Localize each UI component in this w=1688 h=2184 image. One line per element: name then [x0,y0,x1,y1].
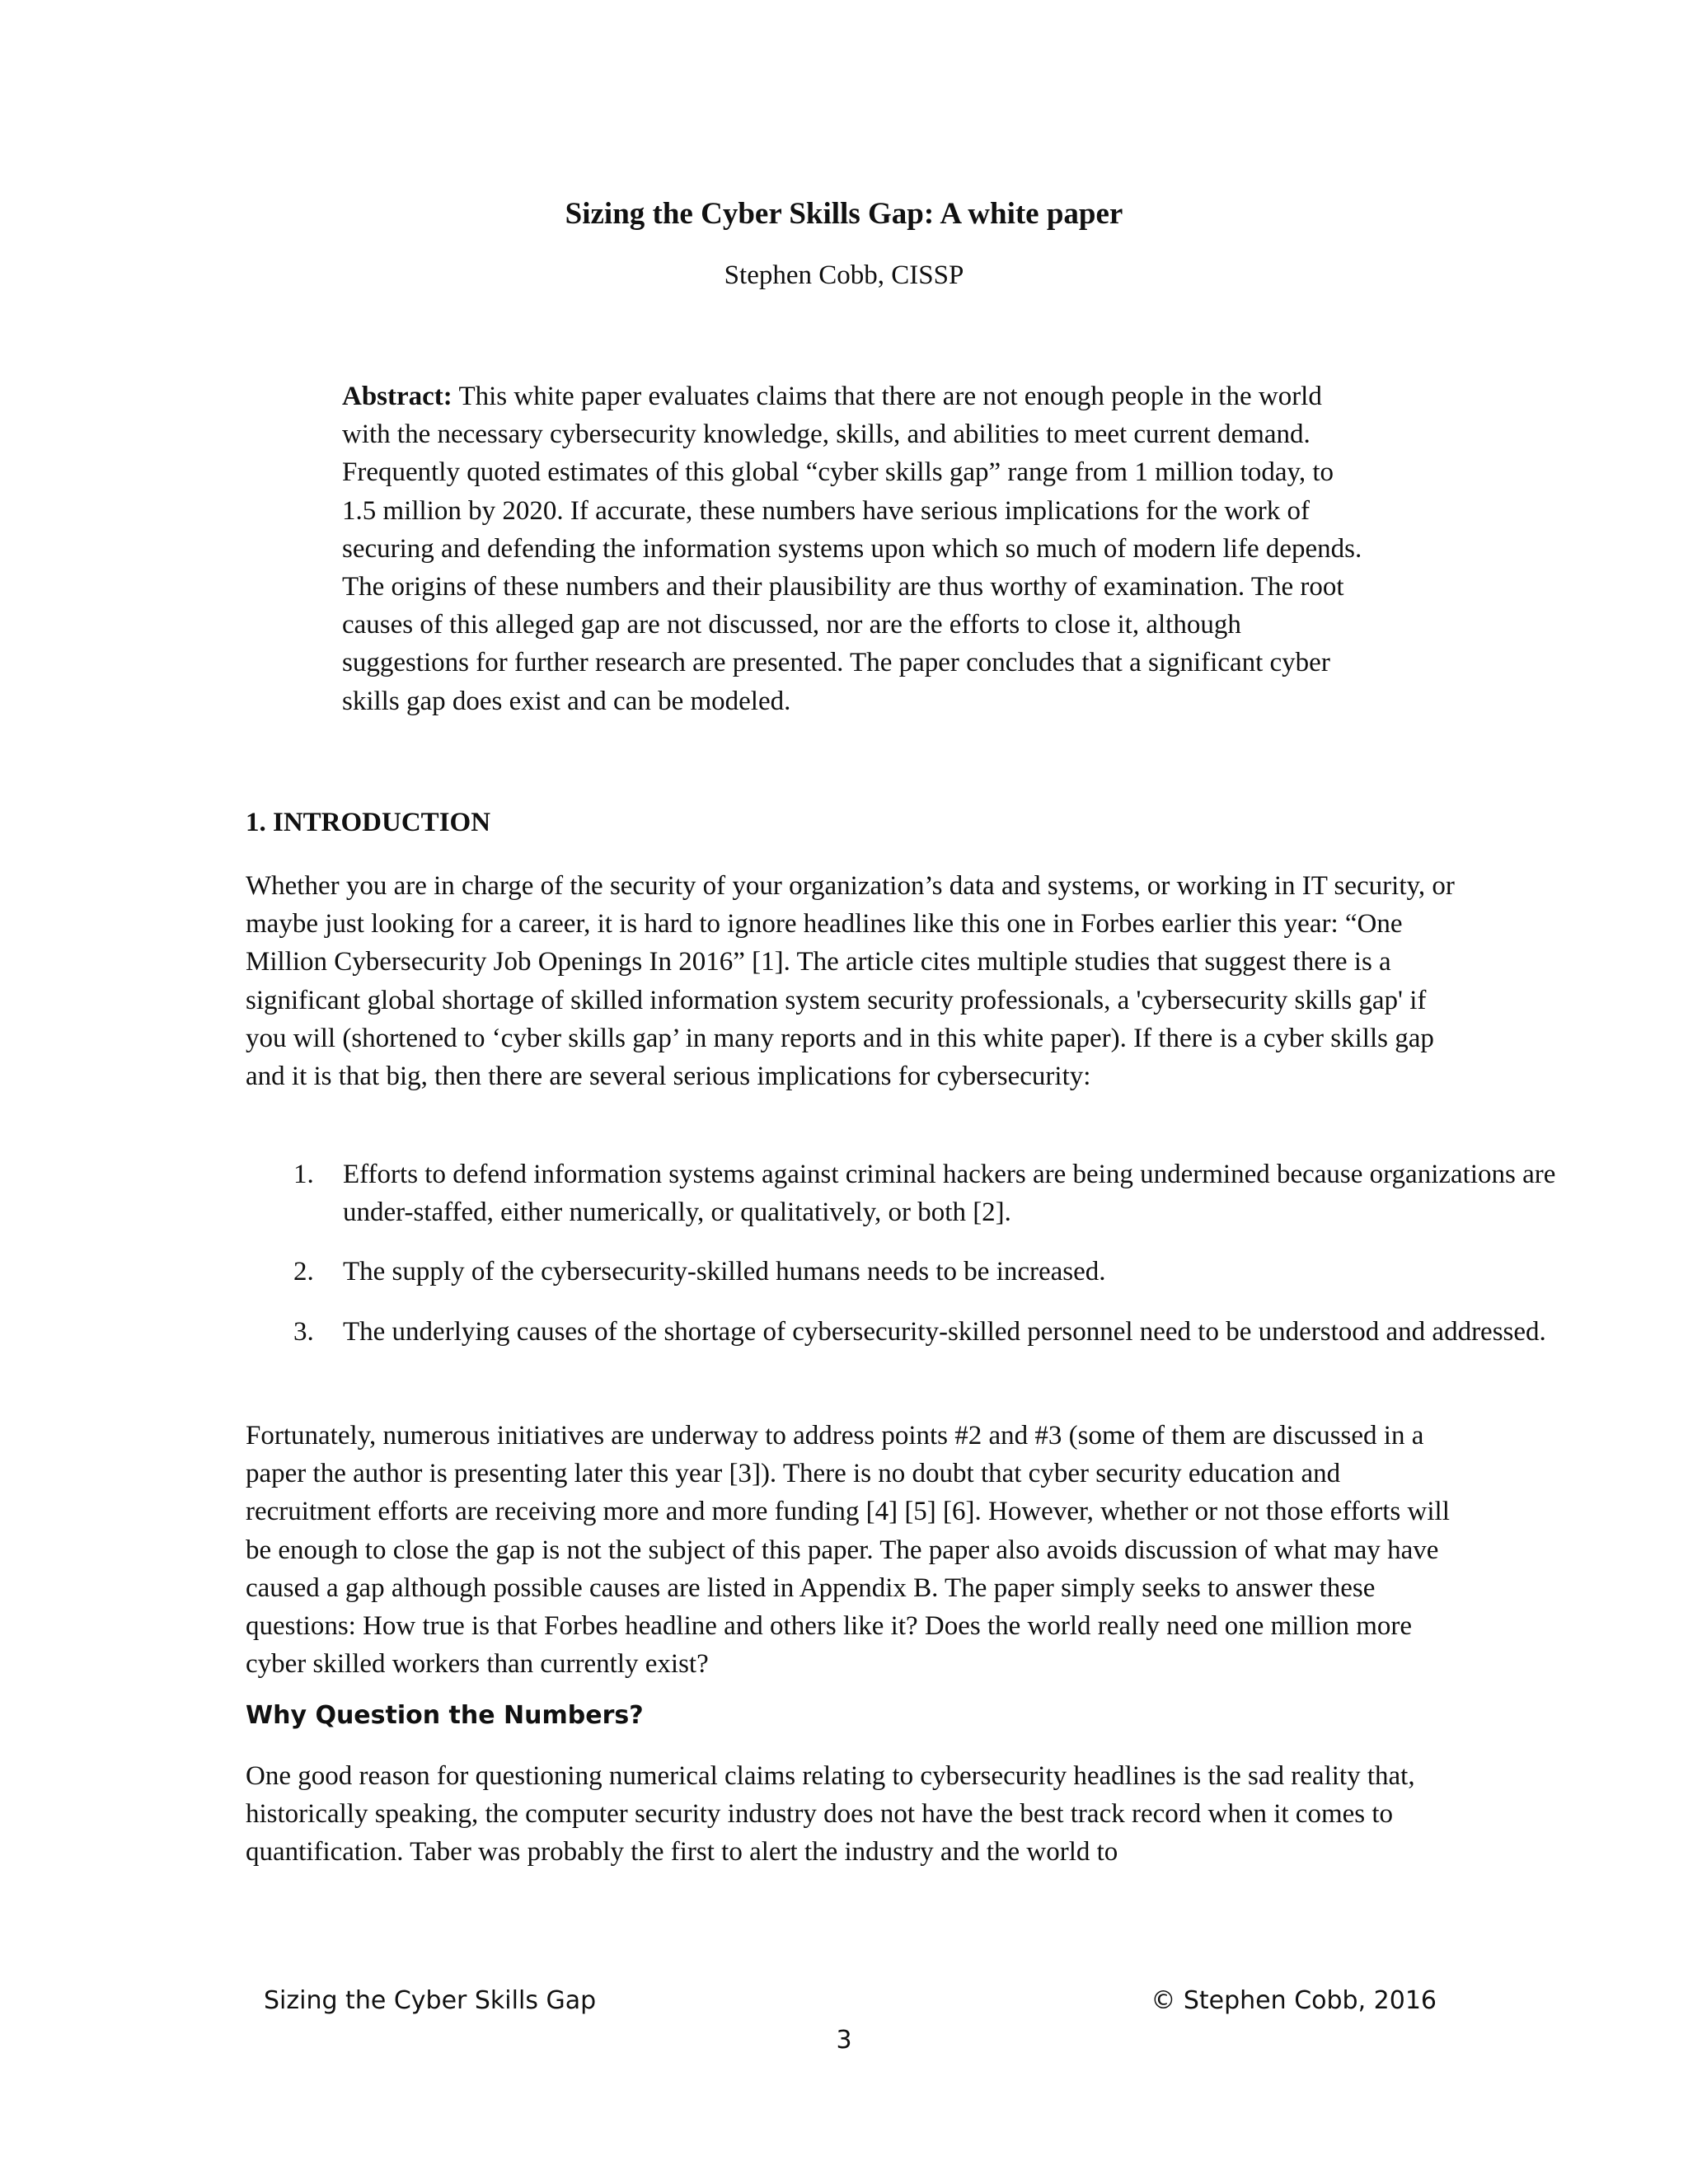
list-item-number: 3. [293,1317,314,1347]
list-item-text: The underlying causes of the shortage of cybersecurity-skilled personnel need to be understood and addressed. [343,1317,1546,1347]
footer-title: Sizing the Cyber Skills Gap [264,1986,597,2015]
numbers-paragraph: One good reason for questioning numerical claims relating to cybersecurity headlines is the sad reality that, historically speaking, the computer security industry does not have the best track record when it comes to quantification. Taber was probably the first to alert the industry and the world to [246,1761,1415,1868]
list-item [246,1155,1564,1231]
intro-paragraph: Whether you are in charge of the security of your organization’s data and systems, or working in IT security, or maybe just looking for a career, it is hard to ignore headlines like this one in Forbes earlier this year: “One Million Cybersecurity Job Openings In 2016” [1]. The article cites multiple studies that suggest there is a significant global shortage of skilled information system security professionals, a 'cybersecurity skills gap' if you will (shortened to ‘cyber skills gap’ in many reports and in this white paper). If there is a cyber skills gap and it is that big, then there are several serious implications for cybersecurity: [246,871,1455,1092]
list-item-number: 1. [293,1160,314,1189]
list-item [246,1313,1564,1351]
abstract-paragraph [342,377,1372,720]
list-item-number: 2. [293,1257,314,1286]
page-number: 3 [836,2026,852,2055]
section-heading-introduction: 1. INTRODUCTION [246,808,491,837]
footer-copyright: © Stephen Cobb, 2016 [1151,1986,1437,2015]
abstract-text: This white paper evaluates claims that there are not enough people in the world with the necessary cybersecurity knowledge, skills, and abilities to meet current demand. Frequently quoted estimates of this global “cyber skills gap” range from 1 million today, to 1.5 million by 2020. If accurate, these numbers have serious implications for the work of securing and defending the information systems upon which so much of modern life depends. The origins of these numbers and their plausibility are thus worthy of examination. The root causes of this alleged gap are not discussed, nor are the efforts to close it, although suggestions for further research are presented. The paper concludes that a significant cyber skills gap does exist and can be modeled. [342,382,1362,716]
subheading-why-question: Why Question the Numbers? [246,1701,644,1730]
fortunately-paragraph: Fortunately, numerous initiatives are underway to address points #2 and #3 (some of them are discussed in a paper the author is presenting later this year [3]). There is no doubt that cyber security education and recruitment efforts are receiving more and more funding [4] [5] [6]. However, whether or not those efforts will be enough to close the gap is not the subject of this paper. The paper also avoids discussion of what may have caused a gap although possible causes are listed in Appendix B. The paper simply seeks to answer these questions: How true is that Forbes headline and others like it? Does the world really need one million more cyber skilled workers than currently exist? [246,1421,1450,1680]
list-item-text: The supply of the cybersecurity-skilled humans needs to be increased. [343,1257,1106,1286]
paper-title: Sizing the Cyber Skills Gap: A white paper [565,197,1123,231]
list-item-text: Efforts to defend information systems against criminal hackers are being undermined because organizations are under-staffed, either numerically, or qualitatively, or both [2]. [343,1160,1556,1228]
list-item [246,1253,1564,1291]
abstract-label: Abstract: [342,382,452,411]
paper-author: Stephen Cobb, CISSP [724,260,964,290]
